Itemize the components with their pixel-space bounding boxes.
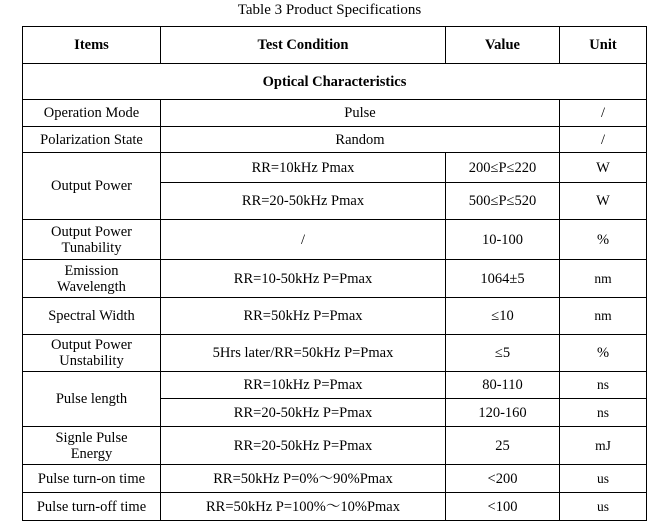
item-line-2: Unstability bbox=[59, 353, 124, 369]
section-row bbox=[23, 64, 647, 100]
item-line-2: Energy bbox=[70, 445, 113, 462]
condition-cell: RR=10kHz P=Pmax bbox=[161, 372, 446, 399]
item-line-1: Signle Pulse bbox=[55, 429, 128, 446]
condition-cell: Pulse bbox=[161, 100, 560, 127]
table-row bbox=[23, 298, 647, 335]
header-value: Value bbox=[446, 27, 560, 64]
table-row bbox=[23, 335, 647, 372]
item-cell bbox=[23, 220, 161, 260]
table-row bbox=[23, 100, 647, 127]
item-line-2: Wavelength bbox=[57, 278, 126, 295]
value-cell: 1064±5 bbox=[446, 260, 560, 298]
header-unit: Unit bbox=[560, 27, 647, 64]
table-row bbox=[23, 260, 647, 298]
unit-cell: W bbox=[560, 153, 647, 183]
unit-cell: us bbox=[560, 493, 647, 521]
unit-cell: us bbox=[560, 465, 647, 493]
value-cell: ≤10 bbox=[446, 298, 560, 335]
condition-cell: 5Hrs later/RR=50kHz P=Pmax bbox=[161, 335, 446, 372]
unit-cell: nm bbox=[560, 298, 647, 335]
table-row bbox=[23, 153, 647, 183]
condition-cell: Random bbox=[161, 127, 560, 153]
value-cell: <100 bbox=[446, 493, 560, 521]
value-cell: 80-110 bbox=[446, 372, 560, 399]
item-line-1: Emission bbox=[64, 262, 119, 279]
item-cell: Output Power bbox=[23, 153, 161, 220]
unit-cell: nm bbox=[560, 260, 647, 298]
item-cell: Pulse turn-off time bbox=[23, 493, 161, 521]
unit-cell: W bbox=[560, 183, 647, 220]
item-cell bbox=[23, 427, 161, 465]
unit-cell: mJ bbox=[560, 427, 647, 465]
header-items: Items bbox=[23, 27, 161, 64]
item-cell: Pulse turn-on time bbox=[23, 465, 161, 493]
unit-cell: % bbox=[560, 220, 647, 260]
table-row bbox=[23, 465, 647, 493]
table-row bbox=[23, 493, 647, 521]
header-row bbox=[23, 27, 647, 64]
unit-cell: % bbox=[560, 335, 647, 372]
item-cell: Pulse length bbox=[23, 372, 161, 427]
value-cell: 25 bbox=[446, 427, 560, 465]
value-cell: ≤5 bbox=[446, 335, 560, 372]
condition-cell: RR=20-50kHz P=Pmax bbox=[161, 399, 446, 427]
condition-cell: RR=50kHz P=0%～90%Pmax bbox=[161, 465, 446, 493]
unit-cell: / bbox=[560, 127, 647, 153]
value-cell: 10-100 bbox=[446, 220, 560, 260]
product-specifications-table bbox=[22, 26, 647, 521]
table-caption: Table 3 Product Specifications bbox=[237, 2, 422, 18]
item-line-2: Tunability bbox=[61, 239, 122, 256]
condition-cell: RR=20-50kHz P=Pmax bbox=[161, 427, 446, 465]
value-cell: 200≤P≤220 bbox=[446, 153, 560, 183]
condition-cell: RR=50kHz P=Pmax bbox=[161, 298, 446, 335]
item-line-1: Output Power bbox=[51, 337, 132, 353]
condition-cell: RR=10-50kHz P=Pmax bbox=[161, 260, 446, 298]
condition-cell: RR=20-50kHz Pmax bbox=[161, 183, 446, 220]
section-optical-characteristics: Optical Characteristics bbox=[23, 64, 647, 100]
table-row bbox=[23, 127, 647, 153]
unit-cell: ns bbox=[560, 399, 647, 427]
item-cell: Spectral Width bbox=[23, 298, 161, 335]
table-row bbox=[23, 372, 647, 399]
value-cell: <200 bbox=[446, 465, 560, 493]
item-line-1: Output Power bbox=[51, 223, 132, 240]
item-cell bbox=[23, 260, 161, 298]
condition-cell: RR=10kHz Pmax bbox=[161, 153, 446, 183]
table-row bbox=[23, 427, 647, 465]
value-cell: 120-160 bbox=[446, 399, 560, 427]
value-cell: 500≤P≤520 bbox=[446, 183, 560, 220]
unit-cell: / bbox=[560, 100, 647, 127]
item-cell: Polarization State bbox=[23, 127, 161, 153]
condition-cell: / bbox=[161, 220, 446, 260]
unit-cell: ns bbox=[560, 372, 647, 399]
table-row bbox=[23, 220, 647, 260]
item-cell: Operation Mode bbox=[23, 100, 161, 127]
item-cell bbox=[23, 335, 161, 372]
header-test-condition: Test Condition bbox=[161, 27, 446, 64]
condition-cell: RR=50kHz P=100%～10%Pmax bbox=[161, 493, 446, 521]
